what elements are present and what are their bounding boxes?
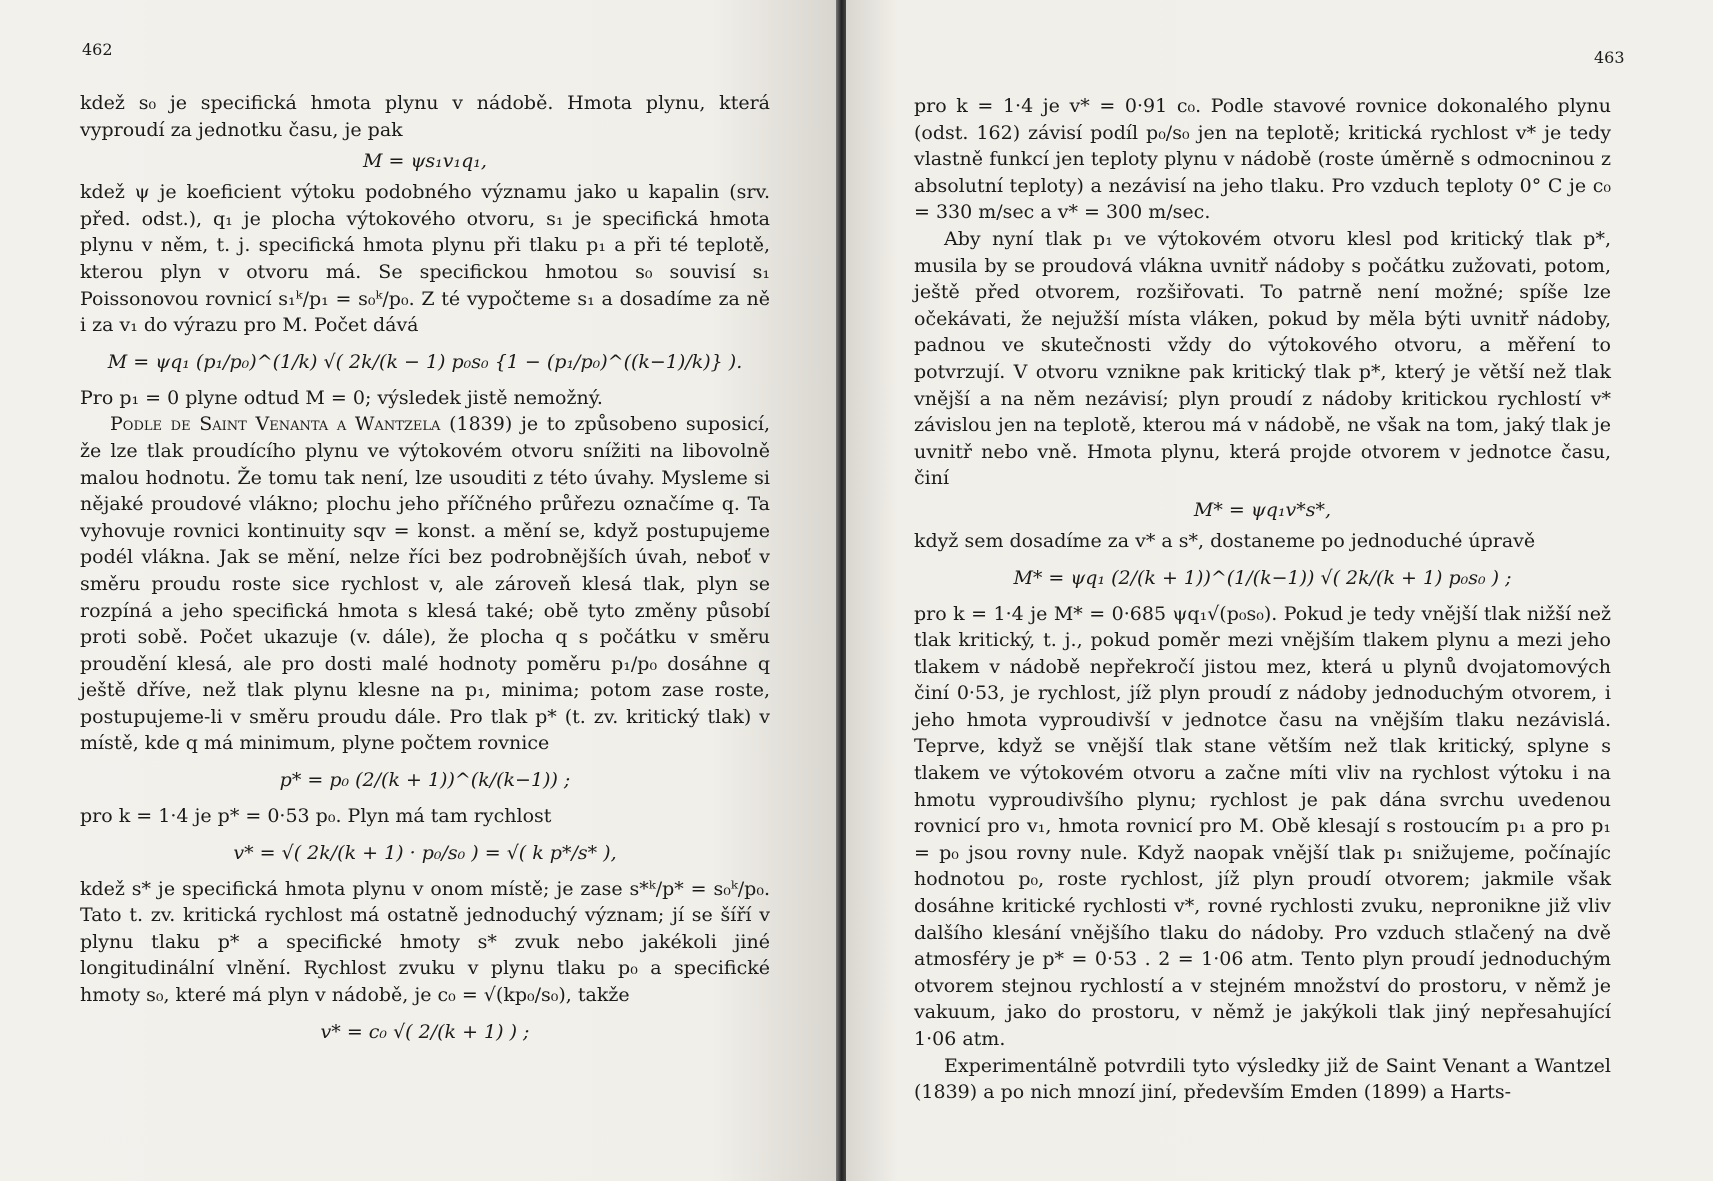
paragraph: když sem dosadíme za v* a s*, dostaneme po jednoduché úpravě: [914, 529, 1536, 552]
equation: v* = √( 2k/(k + 1) · p₀/s₀ ) = √( k p*/s* ),: [233, 841, 617, 864]
left-page: [0, 0, 838, 1181]
paragraph-text: je to způsobeno suposicí, že lze tlak proudícího plynu ve výtokovém otvoru snížiti na libovolně malou hodnotu. Že tomu tak není, lze usouditi z této úvahy. Mysleme si nějaké proudové vlákno; plochu jeho příčného průřezu označíme q. Ta vyhovuje rovnici kontinuity sqv = konst. a mění se, když postupujeme podél vlákna. Jak se mění, nelze říci bez podrobnějších úvah, neboť v směru proudu roste sice rychlost v, ale zároveň klesá tlak, plyn se rozpíná a jeho specifická hmota s klesá také; obě tyto změny působí proti sobě. Počet ukazuje (v. dále), že plocha q s počátku v směru proudění klesá, ale pro dosti malé hodnoty poměru p₁/p₀ dosáhne q ještě dříve, než tlak plynu klesne na p₁, minima; potom zase roste, postupujeme-li v směru proudu dále. Pro tlak p* (t. zv. kritický tlak) v místě, kde q má minimum, plyne počtem rovnice: [80, 413, 771, 755]
paragraph: kdež ψ je koeficient výtoku podobného významu jako u kapalin (srv. před. odst.), q₁ je plocha výtokového otvoru, s₁ je specifická hmota plynu v něm, t. j. specifická hmota plynu při tlaku p₁ a při té teplotě, kterou plyn v otvoru má. Se specifickou hmotou s₀ souvisí s₁ Poissonovou rovnicí s₁ᵏ/p₁ = s₀ᵏ/p₀. Z té vypočteme s₁ a dosadíme za ně i za v₁ do výrazu pro M. Počet dává: [80, 181, 770, 337]
paragraph: Experimentálně potvrdili tyto výsledky již de Saint Venant a Wantzel (1839) a po nich mnozí jiní, především Emden (1899) a Harts-: [914, 1054, 1611, 1104]
equation: M* = ψq₁ (2/(k + 1))^(1/(k−1)) √( 2k/(k + 1) p₀s₀ ) ;: [1013, 566, 1512, 589]
paragraph: pro k = 1·4 je M* = 0·685 ψq₁√(p₀s₀). Pokud je tedy vnější tlak nižší než tlak kritický, t. j., pokud poměr mezi vnějším tlakem plynu a mezi jeho tlakem v nádobě nepřekročí jistou mez, která u plynů dvojatomových činí 0·53, je rychlost, jíž plyn proudí z nádoby jednoduchým otvorem, i jeho hmota vyproudivší v jednotce času na vnějším tlaku nezávislá. Teprve, když se vnější tlak stane větším než tlak kritický, splyne s tlakem ve výtokovém otvoru a začne míti vliv na rychlost výtoku i na hmotu vyproudivšího plynu; rychlost je pak dána svrchu uvedenou rovnicí pro v₁, hmota rovnicí pro M. Obě klesají s rostoucím p₁ a pro p₁ = p₀ jsou rovny nule. Když naopak vnější tlak p₁ snižujeme, počínajíc hodnotou p₀, roste rychlost, jíž plyn proudí otvorem; jakmile však dosáhne kritické rychlosti v*, rovné rychlosti zvuku, nepronikne již vliv dalšího klesání vnějšího tlaku do nádoby. Pro vzduch stlačený na dvě atmosféry je p* = 0·53 . 2 = 1·06 atm. Tento plyn proudí jednoduchým otvorem stejnou rychlostí a v stejném množství do prostoru, v němž je vakuum, jako do prostoru, v němž je jakýkoli tlak jiný nepřesahující 1·06 atm.: [914, 602, 1611, 1050]
right-page-text: [914, 93, 1611, 1106]
page-number-right: 463: [1594, 48, 1625, 67]
right-page: [846, 0, 1713, 1181]
equation: M* = ψq₁v*s*,: [1193, 498, 1332, 521]
paragraph: Aby nyní tlak p₁ ve výtokovém otvoru klesl pod kritický tlak p*, musila by se proudová vlákna uvnitř nádoby s počátku zužovati, potom, ještě před otvorem, rozšiřovati. To patrně není možné; spíše lze očekávati, že nejužší místa vláken, pokud by měla býti uvnitř nádoby, padnou ve skutečnosti vždy do výtokového otvoru, a měření to potvrzují. V otvoru vznikne pak kritický tlak p*, který je větší než tlak vnější a na něm nezávisí; plyn proudí z nádoby kritickou rychlostí v* závislou jen na teplotě, kterou má v nádobě, ne však na tom, jaký tlak je uvnitř nebo vně. Hmota plynu, která projde otvorem v jednotce času, činí: [914, 227, 1611, 490]
left-page-text: [80, 90, 770, 1055]
equation: M = ψs₁v₁q₁,: [363, 150, 487, 173]
author-names: Podle de Saint Venanta a Wantzela (1839): [110, 413, 513, 436]
paragraph: pro k = 1·4 je v* = 0·91 c₀. Podle stavové rovnice dokonalého plynu (odst. 162) závisí podíl p₀/s₀ jen na teplotě; kritická rychlost v* je tedy vlastně funkcí jen teploty plynu v nádobě (roste úměrně s odmocninou z absolutní teploty) a nezávisí na jeho tlaku. Pro vzduch teploty 0° C je c₀ = 330 m/sec a v* = 300 m/sec.: [914, 95, 1611, 224]
equation: M = ψq₁ (p₁/p₀)^(1/k) √( 2k/(k − 1) p₀s₀ {1 − (p₁/p₀)^((k−1)/k)} ).: [107, 350, 743, 373]
page-number-left: 462: [82, 40, 113, 59]
paragraph: [80, 411, 770, 757]
paragraph: kdež s₀ je specifická hmota plynu v nádobě. Hmota plynu, která vyproudí za jednotku času, je pak: [80, 92, 770, 141]
paragraph: Pro p₁ = 0 plyne odtud M = 0; výsledek jistě nemožný.: [80, 386, 603, 409]
paragraph: pro k = 1·4 je p* = 0·53 p₀. Plyn má tam rychlost: [80, 805, 552, 828]
equation: p* = p₀ (2/(k + 1))^(k/(k−1)) ;: [279, 769, 571, 792]
equation: v* = c₀ √( 2/(k + 1) ) ;: [320, 1020, 530, 1043]
paragraph: kdež s* je specifická hmota plynu v onom místě; je zase s*ᵏ/p* = s₀ᵏ/p₀. Tato t. zv. kritická rychlost má ostatně jednoduchý význam; jí se šíří v plynu tlaku p* a specifické hmoty s* zvuk nebo jakékoli jiné longitudinální vlnění. Rychlost zvuku v plynu tlaku p₀ a specifické hmoty s₀, které má plyn v nádobě, je c₀ = √(kp₀/s₀), takže: [80, 877, 770, 1007]
